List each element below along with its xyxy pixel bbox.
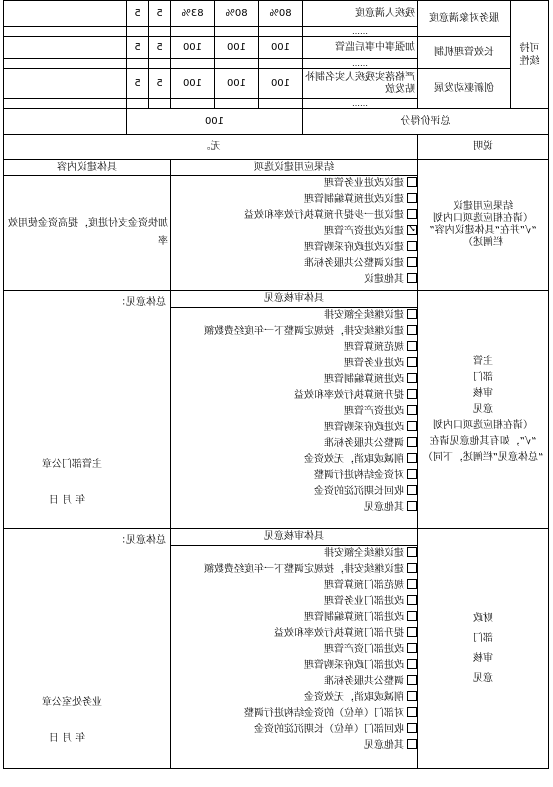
checkbox[interactable] [407, 723, 417, 733]
value-cell: 100 [171, 37, 215, 59]
option-item[interactable]: 削减或取消，无效资金 [171, 690, 417, 706]
option-item[interactable]: 建议改进预算编制管理 [171, 192, 417, 208]
indicator-cell: 残疾人满意度 [303, 1, 418, 27]
blank-cell [4, 69, 127, 99]
option-item[interactable]: 收回长期沉淀的资金 [171, 484, 417, 500]
explain-label: 说明 [418, 135, 549, 160]
value-cell: 100 [171, 69, 215, 99]
option-item[interactable]: 其他意见 [171, 738, 417, 754]
explain-row [4, 135, 549, 160]
suggestion-content: 加快资金支付进度，提高资金使用效率 [4, 176, 171, 291]
checkbox[interactable] [407, 437, 417, 447]
score-cell: 5 [127, 37, 149, 59]
suggestion-content-header: 具体建议内容 [4, 160, 171, 176]
checkbox[interactable] [407, 469, 417, 479]
option-item[interactable]: 建议继续安排，按规定调整下一年度经费数额 [171, 562, 417, 578]
option-item[interactable]: 建议调整公共服务标准 [171, 256, 417, 272]
checkbox[interactable] [407, 627, 417, 637]
checkbox[interactable] [407, 547, 417, 557]
dept-options [171, 291, 418, 529]
option-item[interactable]: 改进政府采购管理 [171, 420, 417, 436]
evaluation-table [3, 0, 549, 769]
dept-side-label: 主管 部门 审核 意见 （请在相应选项口内划 “√”，如有其他意见请在 “总体意见”栏阐述，下同） [418, 291, 549, 529]
checkbox[interactable] [407, 579, 417, 589]
category-cell: 服务对象满意度 [418, 1, 511, 37]
checkbox[interactable] [407, 325, 417, 335]
value-cell: 100 [215, 37, 259, 59]
checkbox[interactable] [407, 659, 417, 669]
value-cell: 80% [215, 1, 259, 27]
option-item[interactable]: 改进部门资产管理 [171, 642, 417, 658]
finance-side-label: 财政 部门 审核 意见 [418, 529, 549, 769]
checkbox[interactable] [407, 341, 417, 351]
value-cell: 83% [171, 1, 215, 27]
score-cell: 5 [149, 69, 171, 99]
suggestion-options-header: 结果应用建议选项 [171, 160, 418, 176]
checkbox[interactable] [407, 611, 417, 621]
indicator-row [4, 37, 549, 59]
suggestion-header-row [4, 160, 549, 176]
option-item[interactable]: 改进部门业务管理 [171, 594, 417, 610]
category-cell: 创新驱动发展 [418, 69, 511, 109]
option-item[interactable]: ✓建议改进资产管理 [171, 224, 417, 240]
score-cell: 5 [127, 1, 149, 27]
indicator-row [4, 1, 549, 27]
group-label-cell: 可持续性 [511, 1, 549, 109]
option-item[interactable]: 调整公共服务标准 [171, 436, 417, 452]
checkbox[interactable] [407, 209, 417, 219]
dots-cell: …… [303, 59, 418, 69]
seal-label: 业务处室公章 [42, 697, 102, 708]
option-item[interactable]: 提升部门预算执行效率和效益 [171, 626, 417, 642]
option-item[interactable]: 建议进一步提升预算执行效率和效益 [171, 208, 417, 224]
blank-cell [4, 1, 127, 27]
score-cell: 5 [127, 69, 149, 99]
option-item[interactable]: 改进预算编制管理 [171, 372, 417, 388]
checkbox[interactable] [407, 675, 417, 685]
option-item[interactable]: 改进部门预算编制管理 [171, 610, 417, 626]
checkbox[interactable] [407, 643, 417, 653]
option-item[interactable]: 对资金结构进行调整 [171, 468, 417, 484]
category-cell: 长效管理机制 [418, 37, 511, 69]
option-item[interactable]: 改进部门政府采购管理 [171, 658, 417, 674]
overall-label: 总体意见： [116, 297, 166, 308]
value-cell: 100 [215, 69, 259, 99]
overall-label: 总体意见： [116, 535, 166, 546]
checkbox[interactable] [407, 405, 417, 415]
total-value: 100 [127, 109, 303, 135]
seal-label: 主管部门公章 [42, 459, 102, 470]
total-label: 总评价得分 [303, 109, 549, 135]
suggestion-options [171, 176, 418, 291]
checkbox[interactable] [407, 453, 417, 463]
option-item[interactable]: 规范部门预算管理 [171, 578, 417, 594]
checkbox[interactable] [407, 357, 417, 367]
blank-cell [4, 109, 127, 135]
option-item[interactable]: 其他意见 [171, 500, 417, 516]
indicator-row [4, 69, 549, 99]
checkbox[interactable] [407, 389, 417, 399]
dept-options-header: 具体审核意见 [171, 291, 417, 308]
explain-value: 无。 [4, 135, 418, 160]
option-item[interactable]: 建议继续全额安排 [171, 308, 417, 324]
option-item[interactable]: 规范预算管理 [171, 340, 417, 356]
option-item[interactable]: 削减或取消，无效资金 [171, 452, 417, 468]
suggestion-side-label: 结果应用建议 （请在相应选项口内划 “√”并在“具体建议内容” 栏阐述） [418, 160, 549, 291]
target-cell: 100 [259, 37, 303, 59]
option-item[interactable]: 建议改进政府采购管理 [171, 240, 417, 256]
finance-options [171, 529, 418, 769]
blank-cell [4, 37, 127, 59]
indicator-cell: 严格落实残疾人实名制补贴发放 [303, 69, 418, 99]
option-item[interactable]: 改进业务管理 [171, 356, 417, 372]
checkbox[interactable] [407, 273, 417, 283]
option-item[interactable]: 改进资产管理 [171, 404, 417, 420]
target-cell: 80% [259, 1, 303, 27]
checkbox[interactable] [407, 309, 417, 319]
score-cell: 5 [149, 37, 171, 59]
target-cell: 100 [259, 69, 303, 99]
option-item[interactable]: 其他建议 [171, 272, 417, 288]
checkbox[interactable] [407, 421, 417, 431]
total-row [4, 109, 549, 135]
checkbox[interactable] [407, 193, 417, 203]
checkbox[interactable] [407, 485, 417, 495]
score-cell: 5 [149, 1, 171, 27]
date-label: 年 月 日 [48, 495, 86, 506]
dots-cell: …… [303, 99, 418, 109]
checkbox-checked[interactable] [407, 225, 417, 235]
dots-cell: …… [303, 27, 418, 37]
finance-options-header: 具体审核意见 [171, 529, 417, 546]
checkbox[interactable] [407, 595, 417, 605]
option-item[interactable]: 建议改进业务管理 [171, 176, 417, 192]
checkbox[interactable] [407, 177, 417, 187]
checkbox[interactable] [407, 691, 417, 701]
checkbox[interactable] [407, 373, 417, 383]
option-item[interactable]: 收回部门（单位）长期沉淀的资金 [171, 722, 417, 738]
dept-overall [4, 291, 171, 529]
checkbox[interactable] [407, 501, 417, 511]
checkbox[interactable] [407, 563, 417, 573]
checkbox[interactable] [407, 241, 417, 251]
option-item[interactable]: 对部门（单位）的资金结构进行调整 [171, 706, 417, 722]
option-item[interactable]: 提升预算执行效率和效益 [171, 388, 417, 404]
dept-opinion-row [4, 291, 549, 529]
finance-overall [4, 529, 171, 769]
option-item[interactable]: 建议继续安排，按规定调整下一年度经费数额 [171, 324, 417, 340]
option-item[interactable]: 调整公共服务标准 [171, 674, 417, 690]
finance-opinion-row [4, 529, 549, 769]
checkbox[interactable] [407, 739, 417, 749]
checkbox[interactable] [407, 257, 417, 267]
indicator-cell: 加强事中事后监管 [303, 37, 418, 59]
date-label: 年 月 日 [48, 733, 86, 744]
checkbox[interactable] [407, 707, 417, 717]
option-item[interactable]: 建议继续全额安排 [171, 546, 417, 562]
